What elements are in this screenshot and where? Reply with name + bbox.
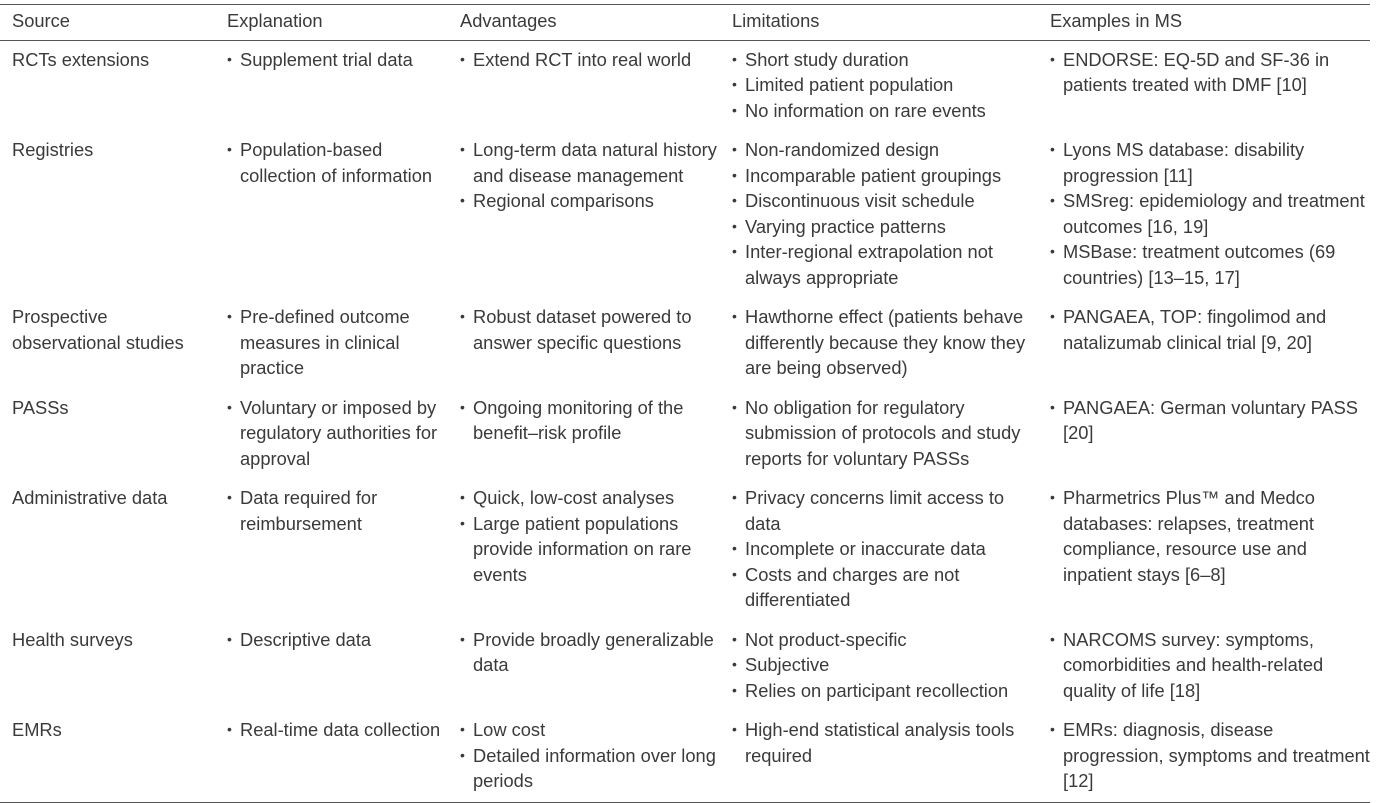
list-item: • Not product-specific <box>732 627 1038 653</box>
list-item: • Incomparable patient groupings <box>732 163 1038 189</box>
header-row <box>0 5 1370 41</box>
header-limitations: Limitations <box>732 10 820 31</box>
cell-advantages <box>448 711 720 802</box>
cell-explanation <box>215 711 448 802</box>
list-item: • Pharmetrics Plus™ and Medco databases: relapses, treatment compliance, resource use and inpatient stays [6–8] <box>1050 485 1370 587</box>
cell-explanation <box>215 621 448 712</box>
table-row <box>0 40 1370 131</box>
advantages-list <box>460 47 720 73</box>
list-item: • Low cost <box>460 717 720 743</box>
examples-list <box>1050 304 1370 355</box>
limitations-list <box>732 627 1038 704</box>
cell-explanation <box>215 479 448 621</box>
list-item: • Hawthorne effect (patients behave differently because they know they are being observed) <box>732 304 1038 381</box>
examples-list <box>1050 485 1370 587</box>
cell-advantages <box>448 40 720 131</box>
cell-source: Health surveys <box>12 628 133 650</box>
header-examples: Examples in MS <box>1050 10 1183 31</box>
advantages-list <box>460 485 720 587</box>
table-header <box>0 5 1370 41</box>
cell-limitations <box>720 131 1038 298</box>
cell-source: Registries <box>12 139 94 160</box>
table-row <box>0 479 1370 621</box>
explanation-list <box>227 47 448 73</box>
cell-examples <box>1038 298 1370 389</box>
list-item: • Short study duration <box>732 47 1038 73</box>
list-item: • Robust dataset powered to answer specific questions <box>460 304 720 355</box>
cell-examples <box>1038 621 1370 712</box>
header-source: Source <box>12 10 70 31</box>
examples-list <box>1050 395 1370 446</box>
explanation-list <box>227 137 448 188</box>
limitations-list <box>732 47 1038 124</box>
limitations-list <box>732 304 1038 381</box>
list-item: • PANGAEA, TOP: fingolimod and natalizumab clinical trial [9, 20] <box>1050 304 1370 355</box>
list-item: • Pre-defined outcome measures in clinical practice <box>227 304 448 381</box>
cell-examples <box>1038 131 1370 298</box>
cell-limitations <box>720 621 1038 712</box>
table-row <box>0 131 1370 298</box>
cell-examples <box>1038 711 1370 802</box>
list-item: • Quick, low-cost analyses <box>460 485 720 511</box>
list-item: • Lyons MS database: disability progression [11] <box>1050 137 1370 188</box>
cell-explanation <box>215 298 448 389</box>
advantages-list <box>460 137 720 214</box>
explanation-list <box>227 485 448 536</box>
table-row <box>0 711 1370 802</box>
cell-examples <box>1038 40 1370 131</box>
explanation-list <box>227 627 448 653</box>
list-item: • Costs and charges are not differentiated <box>732 562 1038 613</box>
list-item: • Voluntary or imposed by regulatory authorities for approval <box>227 395 448 472</box>
list-item: • Relies on participant recollection <box>732 678 1038 704</box>
list-item: • SMSreg: epidemiology and treatment outcomes [16, 19] <box>1050 188 1370 239</box>
table-row <box>0 621 1370 712</box>
cell-limitations <box>720 298 1038 389</box>
list-item: • Provide broadly generalizable data <box>460 627 720 678</box>
cell-advantages <box>448 389 720 480</box>
explanation-list <box>227 304 448 381</box>
explanation-list <box>227 717 448 743</box>
limitations-list <box>732 137 1038 290</box>
table-body <box>0 40 1370 802</box>
advantages-list <box>460 627 720 678</box>
cell-limitations <box>720 40 1038 131</box>
cell-explanation <box>215 131 448 298</box>
advantages-list <box>460 395 720 446</box>
list-item: • NARCOMS survey: symptoms, comorbidities and health-related quality of life [18] <box>1050 627 1370 704</box>
list-item: • Non-randomized design <box>732 137 1038 163</box>
examples-list <box>1050 717 1370 794</box>
cell-advantages <box>448 621 720 712</box>
cell-examples <box>1038 479 1370 621</box>
cell-source: PASSs <box>12 396 69 418</box>
list-item: • Subjective <box>732 652 1038 678</box>
list-item: • Long-term data natural history and disease management <box>460 137 720 188</box>
list-item: • Privacy concerns limit access to data <box>732 485 1038 536</box>
data-sources-table <box>0 4 1370 803</box>
list-item: • Descriptive data <box>227 627 448 653</box>
examples-list <box>1050 47 1370 98</box>
list-item: • MSBase: treatment outcomes (69 countries) [13–15, 17] <box>1050 239 1370 290</box>
list-item: • No information on rare events <box>732 98 1038 124</box>
cell-advantages <box>448 131 720 298</box>
list-item: • ENDORSE: EQ-5D and SF-36 in patients treated with DMF [10] <box>1050 47 1370 98</box>
cell-explanation <box>215 389 448 480</box>
list-item: • Real-time data collection <box>227 717 448 743</box>
table-row <box>0 389 1370 480</box>
list-item: • Large patient populations provide information on rare events <box>460 511 720 588</box>
header-advantages: Advantages <box>460 10 557 31</box>
list-item: • Discontinuous visit schedule <box>732 188 1038 214</box>
list-item: • EMRs: diagnosis, disease progression, symptoms and treatment [12] <box>1050 717 1370 794</box>
list-item: • Data required for reimbursement <box>227 485 448 536</box>
list-item: • Supplement trial data <box>227 47 448 73</box>
list-item: • Population-based collection of information <box>227 137 448 188</box>
list-item: • PANGAEA: German voluntary PASS [20] <box>1050 395 1370 446</box>
list-item: • Incomplete or inaccurate data <box>732 536 1038 562</box>
cell-source: Prospective observational studies <box>12 306 184 353</box>
cell-source: EMRs <box>12 719 62 740</box>
list-item: • High-end statistical analysis tools required <box>732 717 1038 768</box>
examples-list <box>1050 627 1370 704</box>
list-item: • Regional comparisons <box>460 188 720 214</box>
header-explanation: Explanation <box>227 10 323 31</box>
list-item: • Extend RCT into real world <box>460 47 720 73</box>
list-item: • Varying practice patterns <box>732 214 1038 240</box>
explanation-list <box>227 395 448 472</box>
cell-limitations <box>720 479 1038 621</box>
table-row <box>0 298 1370 389</box>
limitations-list <box>732 395 1038 472</box>
list-item: • Ongoing monitoring of the benefit–risk profile <box>460 395 720 446</box>
cell-advantages <box>448 479 720 621</box>
cell-explanation <box>215 40 448 131</box>
cell-limitations <box>720 389 1038 480</box>
cell-limitations <box>720 711 1038 802</box>
examples-list <box>1050 137 1370 290</box>
limitations-list <box>732 717 1038 768</box>
limitations-list <box>732 485 1038 613</box>
advantages-list <box>460 717 720 794</box>
list-item: • Detailed information over long periods <box>460 743 720 794</box>
list-item: • No obligation for regulatory submission of protocols and study reports for voluntary PASSs <box>732 395 1038 472</box>
list-item: • Limited patient population <box>732 72 1038 98</box>
advantages-list <box>460 304 720 355</box>
list-item: • Inter-regional extrapolation not always appropriate <box>732 239 1038 290</box>
cell-advantages <box>448 298 720 389</box>
cell-source: Administrative data <box>12 487 168 508</box>
cell-examples <box>1038 389 1370 480</box>
cell-source: RCTs extensions <box>12 48 150 70</box>
